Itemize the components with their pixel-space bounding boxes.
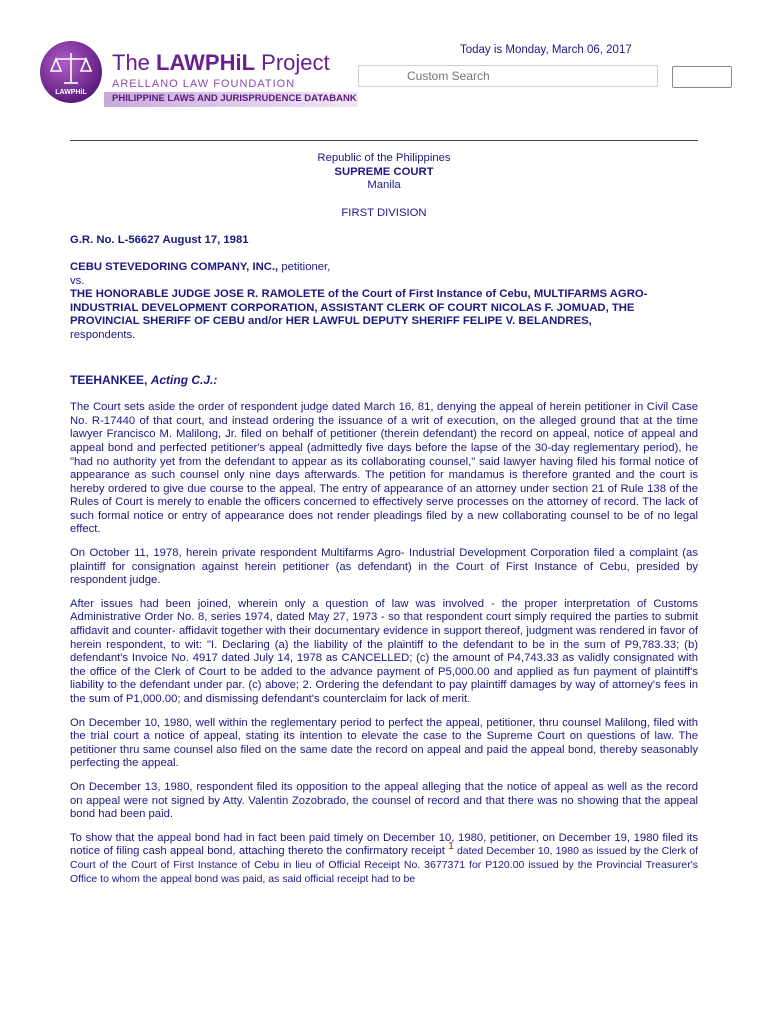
logo-title — [112, 50, 330, 76]
respondents-names: THE HONORABLE JUDGE JOSE R. RAMOLETE of the Court of First Instance of Cebu, MULTIFARMS AGRO-INDUSTRIAL DEVELOPMENT CORPORATION, ASSISTANT CLERK OF COURT NICOLAS F. JOMUAD, THE PROVINCIAL SHERIFF OF CEBU and/or HER LAWFUL DEPUTY SHERIFF FELIPE V. BELANDRES, — [70, 288, 648, 328]
decision-paragraph: The Court sets aside the order of respondent judge dated March 16, 81, denying the appeal of herein petitioner in Civil Case No. R-17440 of that court, and instead ordering the issuance of a writ of execution, on the alleged ground that at the time lawyer Francisco M. Malilong, Jr. filed on behalf of petitioner (therein defendant) the record on appeal, notice of appeal and appeal bond and perfected petitioner's appeal (admittedly five days before the lapse of the 30-day reglementary period), he "had no authority yet from the defendant to appear as its collaborating counsel," said lawyer having filed his formal notice of appearance as such counsel only nine days afterwards. The petition for mandamus is therefore granted and the court is hereby ordered to give due course to the appeal. The entry of appearance of an attorney under section 21 of Rule 138 of the Rules of Court is merely to enable the officers concerned to effectively serve processes on the attorney of record. The lack of such formal notice or entry of appearance does not render pleadings filed by a new collaborating counsel to be of no legal effect. — [70, 401, 698, 536]
court-city: Manila — [367, 179, 401, 192]
scales-of-justice-icon — [40, 41, 102, 103]
case-number: G.R. No. L-56627 August 17, 1981 — [70, 234, 249, 247]
paragraph-text: To show that the appeal bond had in fact been paid timely on December 10, 1980, petitioner, on December 19, 1980 filed its notice of filing cash appeal bond, attaching thereto the confirmatory receipt — [70, 831, 698, 858]
footnote-link[interactable]: 1 — [448, 841, 454, 853]
ponente — [70, 374, 698, 388]
logo-seal-text: LAWPHiL — [55, 89, 87, 96]
logo-title-suffix: Project — [255, 50, 330, 75]
division-name: FIRST DIVISION — [341, 206, 427, 219]
decision-paragraph: On December 10, 1980, well within the reglementary period to perfect the appeal, petitioner, thru counsel Malilong, filed with the trial court a notice of appeal, stating its intention to elevate the case to the Supreme Court on questions of law. The petitioner thru same counsel also filed on the same date the record on appeal and paid the appeal bond, thereby seasonably perfecting the appeal. — [70, 716, 698, 770]
decision-document — [70, 152, 698, 896]
decision-paragraph: After issues had been joined, wherein only a question of law was involved - the proper interpretation of Customs Administrative Order No. 8, series 1974, dated May 27, 1973 - so that respondent court simply required the parties to submit affidavit and counter- affidavit together with their documentary evidence in support thereof, judgment was rendered in favor of herein respondent, to wit: "I. Declaring (a) the liability of the plaintiff to the defendant to be in the sum of P9,783.33; (b) defendant's Invoice No. 4917 dated July 14, 1978 as CANCELLED; (c) the amount of P4,743.33 as validly consignated with the office of the Clerk of Court to be added to the advance payment of P5,000.00 and applied as fun payment of plaintiff's liability to the defendant under par. (c) above; 2. Ordering the defendant to pay plaintiff damages by way of attorney's fees in the sum of P1,000.00; and dismissing defendant's counterclaim for lack of merit. — [70, 597, 698, 705]
parties — [70, 261, 698, 343]
header-divider — [70, 140, 698, 141]
petitioner-name: CEBU STEVEDORING COMPANY, INC., — [70, 260, 279, 273]
versus: vs. — [70, 274, 85, 287]
logo-seal — [40, 41, 102, 103]
custom-search-input[interactable] — [358, 65, 658, 87]
paragraph-text: dated December 10, 1980 as issued by the Clerk of Court of the Court of First Instance of Cebu in lieu of Official Receipt No. 3677371 for P120.00 issued by the Provincial Treasurer's Office to whom the appeal bond was paid, as said official receipt had to be — [70, 845, 698, 885]
logo-subtitle: ARELLANO LAW FOUNDATION — [112, 78, 296, 90]
petitioner-line — [70, 261, 698, 275]
respondents-role: respondents. — [70, 328, 136, 341]
logo-title-prefix: The — [112, 50, 157, 75]
site-header — [0, 0, 768, 140]
decision-paragraph — [70, 832, 698, 886]
decision-paragraph: On October 11, 1978, herein private respondent Multifarms Agro- Industrial Development Corporation filed a complaint (as plaintiff for consignation against herein petitioner (as defendant) in the Court of First Instance of Cebu, presided by respondent judge. — [70, 547, 698, 587]
petitioner-role: petitioner, — [278, 260, 331, 273]
current-date: Today is Monday, March 06, 2017 — [460, 44, 632, 56]
logo-band — [104, 92, 358, 107]
lawphil-logo[interactable] — [40, 38, 360, 114]
ponente-name: TEEHANKEE, — [70, 372, 151, 387]
court-name: SUPREME COURT — [334, 165, 434, 178]
search-button[interactable] — [672, 66, 732, 88]
decision-paragraph: On December 13, 1980, respondent filed its opposition to the appeal alleging that the notice of appeal as well as the record on appeal were not signed by Atty. Valentin Zozobrado, the counsel of record and that there was no showing that the appeal bond had been paid. — [70, 780, 698, 821]
ponente-title: Acting C.J.: — [150, 372, 218, 387]
republic-line: Republic of the Philippines — [317, 152, 451, 164]
logo-title-brand: LAWPHiL — [156, 50, 256, 75]
logo-band-text: PHILIPPINE LAWS AND JURISPRUDENCE DATABANK — [112, 93, 357, 104]
